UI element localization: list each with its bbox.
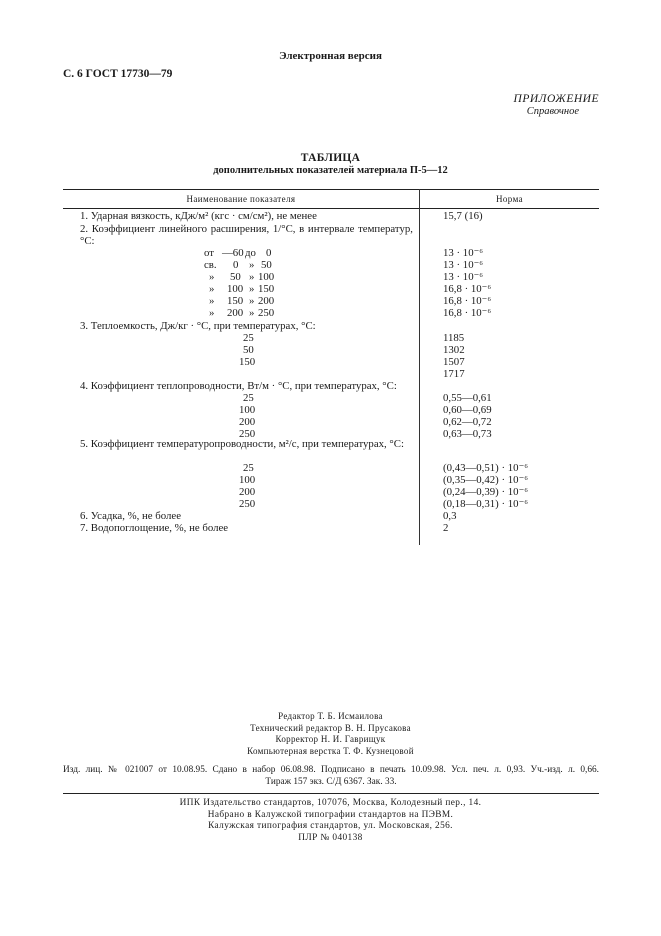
temperature: 25 (243, 392, 254, 404)
row-value: 0,62—0,72 (443, 416, 492, 428)
range-sep: » (249, 283, 255, 295)
temperature: 25 (243, 332, 254, 344)
range-to: 0 (266, 247, 272, 259)
row-label: 7. Водопоглощение, %, не более (80, 522, 229, 534)
editorial-credits (0, 711, 661, 757)
row-value: (0,43—0,51) · 10⁻⁶ (443, 462, 529, 474)
publication-line-1: Изд. лиц. № 021007 от 10.08.95. Сдано в набор 06.08.98. Подписано в печать 10.09.98. Усл. печ. л. 0,93. Уч.-изд. л. 0,66. (63, 765, 599, 775)
row-label: 2. Коэффициент линейного расширения, 1/°C, в интервале температур, °С: (80, 223, 413, 247)
range-from: 100 (227, 283, 244, 295)
row-value: 13 · 10⁻⁶ (443, 271, 484, 283)
table-header-rule (63, 208, 599, 209)
row-value: 1717 (443, 368, 465, 380)
corrector-credit: Корректор Н. И. Гаврищук (275, 734, 386, 745)
column-header-name: Наименование показателя (186, 194, 296, 204)
printing-line-2: Набрано в Калужской типографии стандартов на ПЭВМ. (207, 809, 454, 820)
row-value: 1507 (443, 356, 465, 368)
temperature: 100 (239, 404, 256, 416)
appendix-title: ПРИЛОЖЕНИЕ (513, 93, 599, 105)
range-prefix: » (209, 271, 215, 283)
row-label: 1. Ударная вязкость, кДж/м² (кгс · см/см²), не менее (80, 210, 317, 222)
temperature: 100 (239, 474, 256, 486)
row-label: 3. Теплоемкость, Дж/кг · °С, при температурах, °С: (80, 320, 316, 332)
appendix-subtitle: Справочное (526, 106, 579, 117)
table-column-divider (419, 189, 420, 545)
range-to: 150 (258, 283, 275, 295)
row-value: 16,8 · 10⁻⁶ (443, 307, 492, 319)
printing-line-4: ПЛР № 040138 (298, 833, 363, 844)
row-value: 0,60—0,69 (443, 404, 492, 416)
temperature: 250 (239, 498, 256, 510)
range-prefix: » (209, 295, 215, 307)
printing-info (0, 798, 661, 845)
row-value: 1302 (443, 344, 465, 356)
range-prefix: св. (204, 259, 217, 271)
temperature: 150 (239, 356, 256, 368)
column-header-norm: Норма (496, 194, 523, 204)
row-value: 0,55—0,61 (443, 392, 492, 404)
table-subtitle: дополнительных показателей материала П-5—12 (213, 165, 448, 176)
editor-credit: Редактор Т. Б. Исмаилова (278, 711, 383, 721)
table-top-rule (63, 189, 599, 190)
table-title: ТАБЛИЦА (300, 152, 361, 164)
tech-editor-credit: Технический редактор В. Н. Прусакова (250, 722, 411, 733)
range-prefix: » (209, 283, 215, 295)
temperature: 200 (239, 416, 256, 428)
row-label: 4. Коэффициент теплопроводности, Вт/м · °С, при температурах, °С: (80, 380, 397, 392)
range-sep: » (249, 271, 255, 283)
row-value: 1185 (443, 332, 465, 344)
publication-line-2: Тираж 157 экз. С/Д 6367. Зак. 33. (265, 777, 397, 787)
range-from: 150 (227, 295, 244, 307)
temperature: 25 (243, 462, 254, 474)
temperature: 200 (239, 486, 256, 498)
temperature: 250 (239, 428, 256, 440)
footer-rule (63, 793, 599, 794)
electronic-version-label: Электронная версия (279, 50, 382, 62)
range-from: 50 (230, 271, 241, 283)
range-to: 200 (258, 295, 275, 307)
range-sep: » (249, 259, 255, 271)
layout-credit: Компьютерная верстка Т. Ф. Кузнецовой (247, 745, 414, 756)
row-value: 0,63—0,73 (443, 428, 492, 440)
row-value: 13 · 10⁻⁶ (443, 259, 484, 271)
row-value: 13 · 10⁻⁶ (443, 247, 484, 259)
range-to: 50 (261, 259, 272, 271)
range-sep: » (249, 307, 255, 319)
row-value: 0,3 (443, 510, 457, 522)
range-to: 250 (258, 307, 275, 319)
printing-line-3: Калужская типография стандартов, ул. Московская, 256. (208, 821, 453, 832)
row-value: (0,35—0,42) · 10⁻⁶ (443, 474, 529, 486)
range-from: —60 (222, 247, 244, 259)
temperature: 50 (243, 344, 254, 356)
printing-line-1: ИПК Издательство стандартов, 107076, Москва, Колодезный пер., 14. (179, 798, 482, 808)
range-sep: до (245, 247, 256, 259)
row-label: 6. Усадка, %, не более (80, 510, 182, 522)
row-value: 15,7 (16) (443, 210, 483, 222)
range-sep: » (249, 295, 255, 307)
row-value: 16,8 · 10⁻⁶ (443, 295, 492, 307)
range-from: 200 (227, 307, 244, 319)
range-from: 0 (233, 259, 239, 271)
row-value: 2 (443, 522, 449, 534)
page-reference: С. 6 ГОСТ 17730—79 (63, 68, 173, 80)
row-value: (0,18—0,31) · 10⁻⁶ (443, 498, 529, 510)
range-prefix: от (204, 247, 214, 259)
row-value: (0,24—0,39) · 10⁻⁶ (443, 486, 529, 498)
row-value: 16,8 · 10⁻⁶ (443, 283, 492, 295)
range-prefix: » (209, 307, 215, 319)
publication-info (63, 764, 599, 788)
row-label: 5. Коэффициент температуропроводности, м²/с, при температурах, °С: (80, 438, 404, 450)
range-to: 100 (258, 271, 275, 283)
